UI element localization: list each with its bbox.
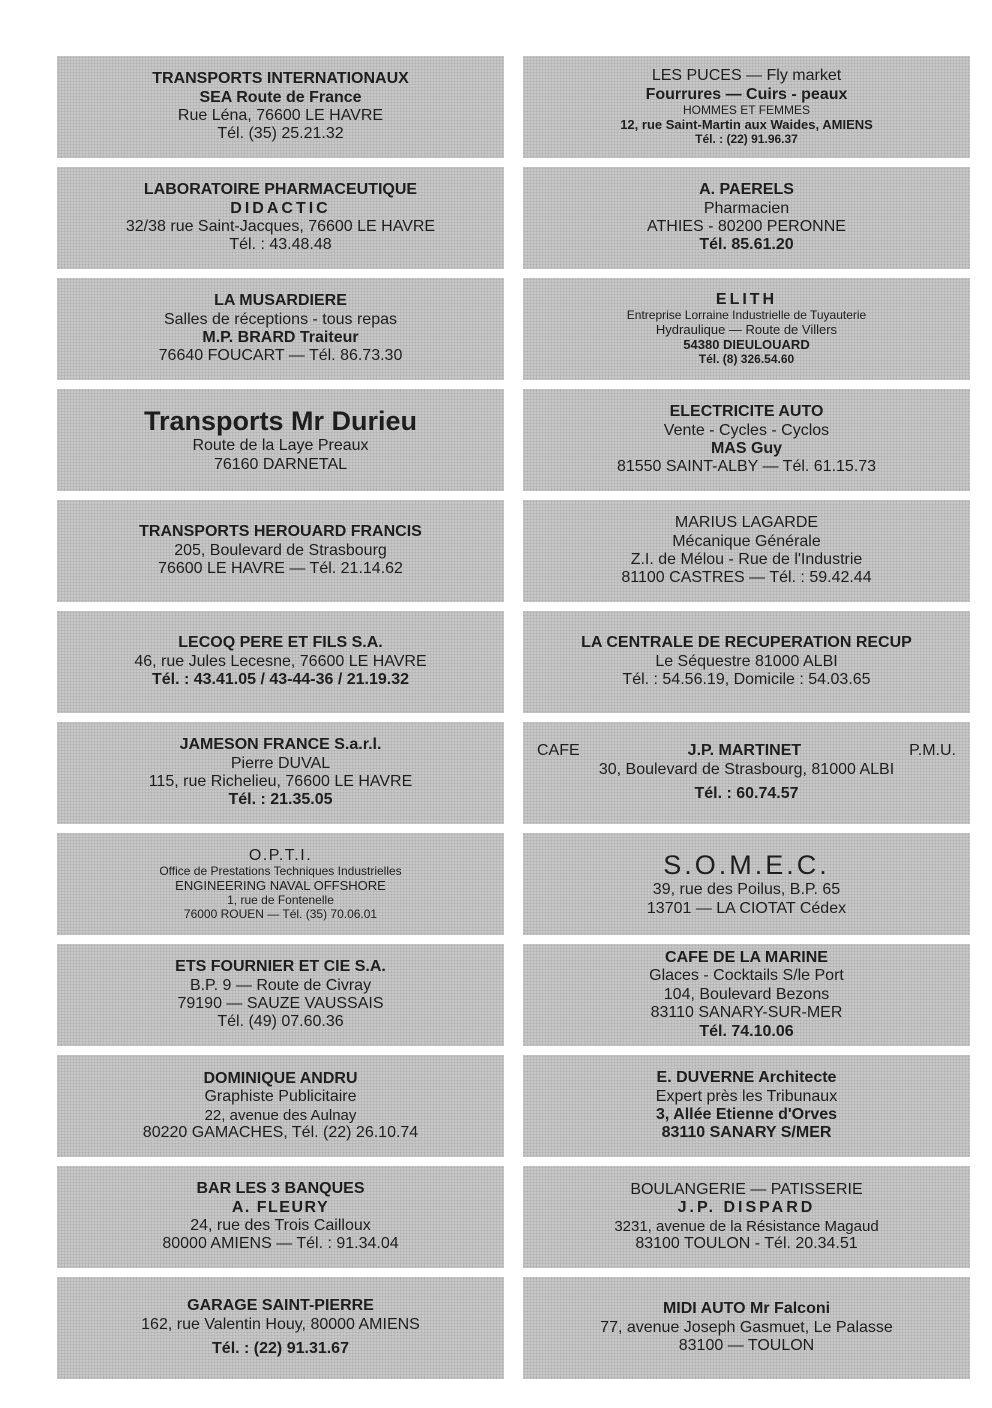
ad-label-left: CAFE [537, 742, 580, 760]
ad-phone: Tél. : 21.35.05 [228, 791, 333, 809]
ad-subtitle: SEA Route de France [199, 88, 362, 106]
ad-title: BAR LES 3 BANQUES [196, 1180, 365, 1198]
ad-card-transports-durieu [57, 389, 504, 491]
ad-address: 3231, avenue de la Résistance Magaud [614, 1217, 879, 1235]
ad-phone: Tél. : (22) 91.96.37 [695, 131, 798, 146]
ad-address: 22, avenue des Aulnay [204, 1106, 357, 1124]
ad-card-lecoq-pere-et-fils [57, 611, 504, 713]
ad-phone: Tél. : 43.41.05 / 43-44-36 / 21.19.32 [151, 671, 410, 689]
ad-card-opti [57, 833, 504, 935]
ad-title-row [531, 742, 962, 760]
ad-contact: Pierre DUVAL [230, 754, 331, 772]
ad-address: ATHIES - 80200 PERONNE [647, 218, 846, 235]
ad-phone: Tél. : 60.74.57 [694, 785, 799, 803]
ad-title: ELECTRICITE AUTO [669, 403, 824, 421]
ad-title: E. DUVERNE Architecte [656, 1069, 837, 1087]
ad-phone: Tél. (8) 326.54.60 [698, 352, 795, 367]
ad-card-a-paerels [523, 167, 970, 269]
ad-city: 83110 SANARY-SUR-MER [650, 1004, 843, 1022]
ad-title: LA MUSARDIERE [214, 292, 347, 310]
ad-address: 12, rue Saint-Martin aux Waides, AMIENS [620, 116, 873, 132]
ad-address: 39, rue des Poilus, B.P. 65 [652, 881, 841, 899]
ad-phone: Tél. 85.61.20 [699, 236, 794, 254]
ad-city: 79190 — SAUZE VAUSSAIS [177, 995, 384, 1012]
ad-city: 83110 SANARY S/MER [661, 1124, 832, 1142]
ad-subtitle: Pharmacien [703, 199, 790, 217]
ad-card-bar-les-3-banques [57, 1166, 504, 1268]
ad-subtitle: Salles de réceptions - tous repas [163, 310, 397, 328]
ad-address: 1, rue de Fontenelle [227, 892, 334, 907]
ad-title: DOMINIQUE ANDRU [203, 1069, 358, 1087]
ad-card-e-duverne [523, 1055, 970, 1157]
ad-phone: 76000 ROUEN — Tél. (35) 70.06.01 [183, 906, 378, 921]
ad-phone: Tél. : 43.48.48 [229, 236, 332, 254]
ad-card-cafe-de-la-marine [523, 944, 970, 1046]
ad-subtitle: Vente - Cycles - Cyclos [663, 421, 830, 439]
ad-phone: Tél. (35) 25.21.32 [217, 125, 344, 143]
ad-label-right: P.M.U. [909, 742, 956, 760]
ad-title: S.O.M.E.C. [663, 850, 830, 881]
ad-title: J.P. MARTINET [687, 742, 802, 760]
ad-contact: A. FLEURY [231, 1198, 330, 1216]
ad-phone: Tél. 74.10.06 [699, 1022, 794, 1040]
ad-contact: J.P. DISPARD [677, 1199, 816, 1217]
ad-address: 3, Allée Etienne d'Orves [655, 1106, 838, 1123]
ad-title: ETS FOURNIER ET CIE S.A. [175, 958, 386, 976]
ad-city: 83100 — TOULON [678, 1337, 815, 1355]
ad-address: 104, Boulevard Bezons [663, 985, 830, 1003]
ad-title: Transports Mr Durieu [143, 406, 418, 437]
ad-phone: 81100 CASTRES — Tél. : 59.42.44 [621, 569, 872, 587]
ad-title: JAMESON FRANCE S.a.r.l. [179, 736, 382, 754]
ad-address: Route de la Laye Preaux [192, 437, 369, 455]
ad-phone: 81550 SAINT-ALBY — Tél. 61.15.73 [616, 458, 877, 476]
ad-title: LA CENTRALE DE RECUPERATION RECUP [581, 634, 912, 652]
ad-title: LECOQ PERE ET FILS S.A. [178, 634, 383, 652]
ad-city: 13701 — LA CIOTAT Cédex [646, 899, 847, 917]
ad-address: 32/38 rue Saint-Jacques, 76600 LE HAVRE [125, 218, 436, 235]
ad-address: Hydraulique — Route de Villers [655, 322, 838, 338]
ad-address: B.P. 9 — Route de Civray [189, 976, 372, 994]
ad-subtitle: Entreprise Lorraine Industrielle de Tuyauterie [626, 308, 867, 323]
ad-subtitle: Fourrures — Cuirs - peaux [645, 85, 848, 103]
ad-address: 162, rue Valentin Houy, 80000 AMIENS [141, 1315, 420, 1333]
ad-subtitle: Office de Prestations Techniques Industrielles [159, 864, 402, 879]
ad-subtitle: DIDACTIC [230, 199, 331, 217]
ad-card-boulangerie-dispard [523, 1166, 970, 1268]
ad-card-elith [523, 278, 970, 380]
ad-title: CAFE DE LA MARINE [665, 949, 828, 967]
ad-card-la-musardiere [57, 278, 504, 380]
ad-card-ets-fournier [57, 944, 504, 1046]
ad-phone: 76600 LE HAVRE — Tél. 21.14.62 [158, 560, 403, 578]
ad-card-laboratoire-pharmaceutique [57, 167, 504, 269]
ad-phone: 80000 AMIENS — Tél. : 91.34.04 [162, 1235, 399, 1253]
ad-address: 46, rue Jules Lecesne, 76600 LE HAVRE [134, 652, 427, 670]
ad-address: Z.I. de Mélou - Rue de l'Industrie [630, 551, 863, 568]
ad-card-transports-herouard [57, 500, 504, 602]
ad-address: 205, Boulevard de Strasbourg [174, 541, 387, 559]
ad-title: LES PUCES — Fly market [651, 67, 842, 85]
ad-tagline: ENGINEERING NAVAL OFFSHORE [175, 877, 386, 893]
ad-title: ELITH [715, 291, 778, 309]
ad-card-garage-saint-pierre [57, 1277, 504, 1379]
ad-card-les-puces [523, 56, 970, 158]
ad-title: TRANSPORTS HEROUARD FRANCIS [139, 523, 422, 541]
ad-card-dominique-andru [57, 1055, 504, 1157]
ad-contact: MAS Guy [710, 440, 783, 457]
ad-subtitle: Mécanique Générale [672, 532, 821, 550]
ad-address: Le Séquestre 81000 ALBI [655, 652, 838, 670]
ad-address: 115, rue Richelieu, 76600 LE HAVRE [148, 773, 413, 790]
ad-subtitle: Expert près les Tribunaux [655, 1087, 838, 1105]
ad-card-marius-lagarde [523, 500, 970, 602]
ad-title: GARAGE SAINT-PIERRE [187, 1297, 374, 1315]
ad-title: A. PAERELS [699, 181, 794, 199]
ad-card-centrale-recuperation [523, 611, 970, 713]
ad-city: 76160 DARNETAL [213, 455, 348, 473]
ad-subtitle: Glaces - Cocktails S/le Port [649, 967, 844, 985]
ad-card-somec [523, 833, 970, 935]
ad-card-electricite-auto [523, 389, 970, 491]
ad-phone: 80220 GAMACHES, Tél. (22) 26.10.74 [142, 1123, 419, 1141]
ad-title: LABORATOIRE PHARMACEUTIQUE [143, 181, 418, 199]
ad-phone: 83100 TOULON - Tél. 20.34.51 [635, 1234, 858, 1252]
ad-contact: M.P. BRARD Traiteur [202, 329, 359, 346]
ad-card-midi-auto [523, 1277, 970, 1379]
ad-phone: 76640 FOUCART — Tél. 86.73.30 [158, 347, 403, 365]
ad-address: 30, Boulevard de Strasbourg, 81000 ALBI [598, 760, 895, 778]
ad-phone: Tél. : (22) 91.31.67 [212, 1340, 349, 1358]
ad-card-cafe-martinet [523, 722, 970, 824]
ad-card-transports-internationaux [57, 56, 504, 158]
ad-title: O.P.T.I. [248, 846, 313, 864]
ad-title: TRANSPORTS INTERNATIONAUX [152, 70, 409, 88]
ad-title: MARIUS LAGARDE [674, 514, 819, 532]
ad-title: MIDI AUTO Mr Falconi [662, 1300, 831, 1318]
advertiser-grid [57, 56, 970, 1379]
ad-address: Rue Léna, 76600 LE HAVRE [177, 107, 384, 124]
ad-city: 54380 DIEULOUARD [683, 337, 810, 353]
ad-phone: Tél. (49) 07.60.36 [217, 1013, 344, 1031]
ad-address: 24, rue des Trois Cailloux [190, 1217, 371, 1234]
ad-phone: Tél. : 54.56.19, Domicile : 54.03.65 [622, 671, 871, 689]
ad-title: BOULANGERIE — PATISSERIE [630, 1180, 863, 1198]
ad-tagline: HOMMES ET FEMMES [682, 103, 811, 118]
ad-card-jameson-france [57, 722, 504, 824]
ad-address: 77, avenue Joseph Gasmuet, Le Palasse [600, 1318, 893, 1336]
ad-subtitle: Graphiste Publicitaire [204, 1088, 357, 1106]
